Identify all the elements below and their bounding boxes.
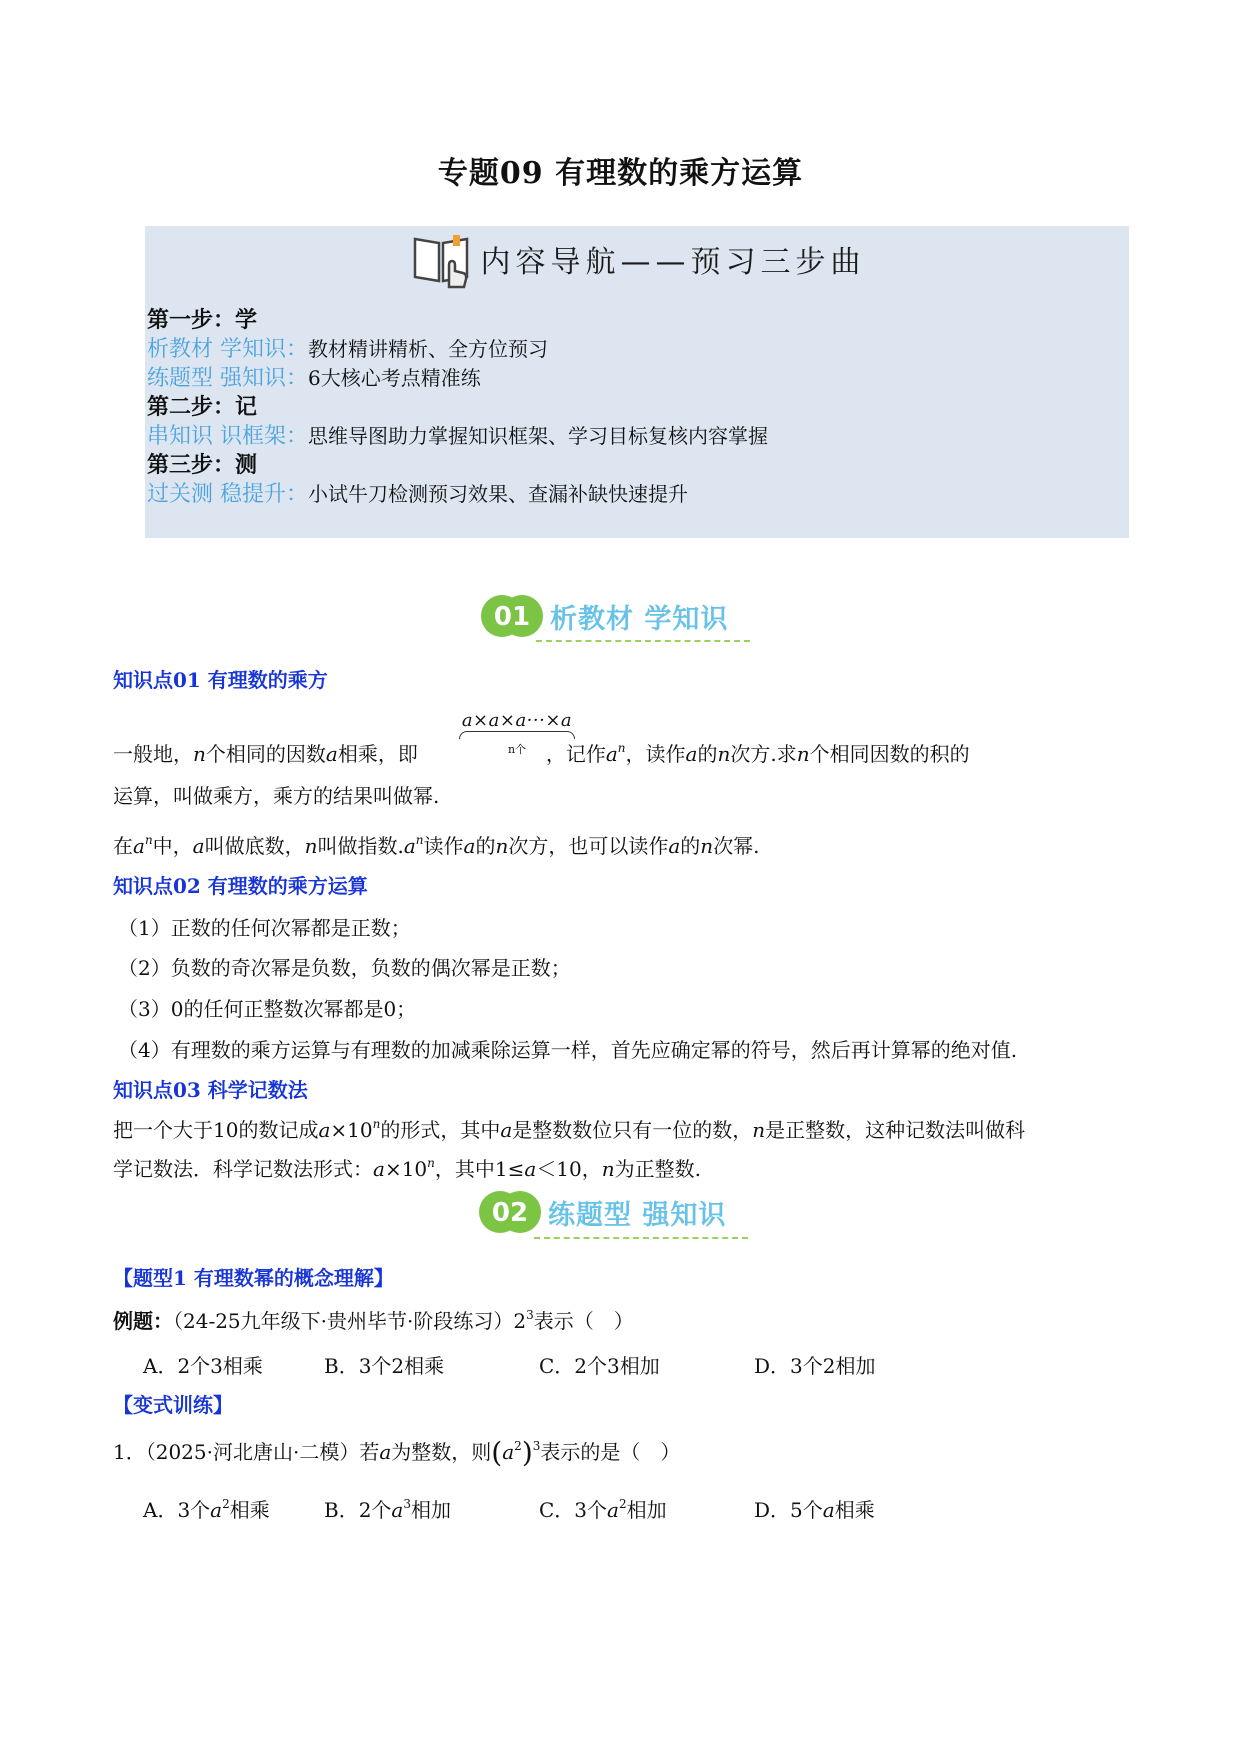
text: 的 bbox=[680, 834, 701, 858]
section-number: 01 bbox=[493, 602, 531, 632]
question-source: （24-25九年级下·贵州毕节·阶段练习） bbox=[173, 1309, 514, 1333]
text: ，其中1≤ bbox=[434, 1157, 525, 1181]
rule-item: （2）负数的奇次幂是负数，负数的偶次幂是正数； bbox=[118, 956, 571, 980]
question-number: 1． bbox=[113, 1440, 146, 1464]
rule-item: （4）有理数的乘方运算与有理数的加减乘除运算一样，首先应确定幂的符号，然后再计算幂的绝对值. bbox=[118, 1038, 1018, 1062]
nav-item bbox=[147, 335, 768, 364]
paragraph bbox=[113, 1153, 701, 1182]
nav-heading-text: 内容导航——预习三步曲 bbox=[480, 245, 866, 280]
text: 次方，也可以读作 bbox=[508, 834, 669, 858]
text: ＜10， bbox=[536, 1157, 602, 1181]
knowledge-point-heading: 知识点02 有理数的乘方运算 bbox=[113, 874, 368, 898]
nav-item bbox=[147, 364, 768, 393]
text: 中， bbox=[152, 834, 193, 858]
text: ，读作 bbox=[625, 742, 686, 766]
nav-item-label: 析教材 学知识： bbox=[147, 337, 308, 362]
text: 叫做底数， bbox=[204, 834, 305, 858]
section-number-badge bbox=[478, 1190, 542, 1234]
paragraph: 运算，叫做乘方，乘方的结果叫做幂. bbox=[113, 784, 440, 808]
sci-notation: a bbox=[373, 1157, 385, 1181]
nav-item-desc: 教材精讲精析、全方位预习 bbox=[308, 337, 548, 361]
option-b: B．3个2相乘 bbox=[324, 1354, 445, 1378]
text: 表示（ ） bbox=[533, 1309, 634, 1333]
nav-item-desc: 小试牛刀检测预习效果、查漏补缺快速提升 bbox=[308, 482, 688, 506]
var-n: n bbox=[717, 742, 731, 766]
power-a-n: $a^n$ bbox=[403, 833, 424, 858]
question-source: （2025·河北唐山·二模）若 bbox=[145, 1440, 380, 1464]
brace-label: n个 bbox=[507, 743, 527, 756]
section-banner-02 bbox=[478, 1190, 726, 1234]
nav-item-label: 过关测 稳提升： bbox=[147, 482, 308, 507]
text: 是整数数位只有一位的数， bbox=[512, 1118, 753, 1142]
text: 的 bbox=[697, 742, 718, 766]
paragraph bbox=[113, 830, 760, 859]
variant-training-heading: 【变式训练】 bbox=[113, 1393, 233, 1417]
text: 把一个大于10的数记成 bbox=[113, 1118, 319, 1142]
var-n: n bbox=[193, 742, 206, 766]
text: 的 bbox=[475, 834, 496, 858]
knowledge-point-heading: 知识点03 科学记数法 bbox=[113, 1078, 308, 1102]
text: 在 bbox=[113, 834, 133, 858]
example-options bbox=[143, 1350, 875, 1379]
text: 读作 bbox=[423, 834, 464, 858]
option-c: C．3个$a^2$相加 bbox=[539, 1497, 667, 1522]
text: 表示的是（ ） bbox=[540, 1440, 681, 1464]
var-a: a bbox=[500, 1118, 513, 1142]
var-a: a bbox=[685, 742, 698, 766]
paragraph bbox=[113, 1114, 1025, 1143]
section-number-badge bbox=[480, 594, 544, 638]
question-type-heading: 【题型1 有理数幂的概念理解】 bbox=[113, 1266, 394, 1290]
nav-item-label: 练题型 强知识： bbox=[147, 366, 308, 391]
knowledge-point-heading: 知识点01 有理数的乘方 bbox=[113, 668, 328, 692]
text: 个相同因数的积的 bbox=[809, 742, 970, 766]
text: 次方.求 bbox=[730, 742, 797, 766]
page-title: 专题09 有理数的乘方运算 bbox=[437, 156, 804, 191]
book-pointer-icon bbox=[409, 229, 475, 289]
text: 叫做指数. bbox=[317, 834, 404, 858]
paragraph bbox=[113, 738, 970, 767]
var-n: n bbox=[796, 742, 810, 766]
option-d: D．3个2相加 bbox=[754, 1354, 876, 1378]
power-a-n: $a^n$ bbox=[133, 833, 153, 858]
nav-item-desc: 6大核心考点精准练 bbox=[308, 366, 481, 390]
text: ，记作 bbox=[545, 742, 606, 766]
option-b: B．2个$a^3$相加 bbox=[324, 1497, 451, 1522]
section-number: 02 bbox=[491, 1198, 529, 1228]
times-ten: $\times 10^n$ bbox=[384, 1156, 435, 1181]
text: 是正整数，这种记数法叫做科 bbox=[765, 1118, 1026, 1142]
section-label: 析教材 学知识 bbox=[550, 603, 729, 635]
text: 相乘，即 bbox=[337, 742, 418, 766]
sci-notation: a bbox=[318, 1118, 331, 1142]
section-divider bbox=[536, 640, 750, 642]
var-n: n bbox=[601, 1157, 615, 1181]
var-a: a bbox=[463, 834, 476, 858]
rule-item: （3）0的任何正整数次幂都是0； bbox=[118, 997, 417, 1021]
nav-step-3: 第三步：测 bbox=[147, 453, 258, 478]
text: 学记数法．科学记数法形式： bbox=[113, 1157, 373, 1181]
section-banner-01 bbox=[480, 594, 728, 638]
example-question bbox=[113, 1305, 634, 1334]
text: 的形式，其中 bbox=[380, 1118, 501, 1142]
nav-heading-row bbox=[145, 226, 1129, 292]
option-a: A．3个$a^2$相乘 bbox=[143, 1497, 270, 1522]
var-n: n bbox=[752, 1118, 766, 1142]
var-a: a bbox=[524, 1157, 537, 1181]
nav-item bbox=[147, 480, 768, 509]
nav-item-desc: 思维导图助力掌握知识框架、学习目标复核内容掌握 bbox=[308, 424, 768, 448]
nav-step-2: 第二步：记 bbox=[147, 395, 258, 420]
text: 一般地， bbox=[113, 742, 193, 766]
section-divider bbox=[534, 1237, 748, 1239]
var-a: a bbox=[379, 1440, 392, 1464]
content-navigation-box bbox=[145, 226, 1129, 538]
var-n: n bbox=[495, 834, 509, 858]
variant-options bbox=[143, 1494, 875, 1523]
text: 个相同的因数 bbox=[205, 742, 326, 766]
var-n: n bbox=[700, 834, 714, 858]
option-c: C．2个3相加 bbox=[539, 1354, 660, 1378]
nav-item bbox=[147, 422, 768, 451]
option-a: A．2个3相乘 bbox=[143, 1354, 263, 1378]
nav-item-label: 串知识 识框架： bbox=[147, 424, 308, 449]
var-n: n bbox=[304, 834, 318, 858]
option-d: D．5个a相乘 bbox=[754, 1498, 875, 1522]
var-a: a bbox=[668, 834, 681, 858]
var-a: a bbox=[325, 742, 338, 766]
example-label: 例题： bbox=[113, 1309, 173, 1333]
nav-lines bbox=[147, 306, 768, 509]
power-expression: $(a^2)^3$ bbox=[491, 1436, 541, 1469]
power-a-n: $a^n$ bbox=[605, 741, 626, 766]
nav-step-1: 第一步：学 bbox=[147, 308, 258, 333]
text: 为正整数. bbox=[614, 1157, 702, 1181]
brace-expression: a×a×a···×a bbox=[461, 710, 573, 731]
power-2-3: $2^3$ bbox=[513, 1308, 534, 1333]
rule-item: （1）正数的任何次幂都是正数； bbox=[118, 916, 411, 940]
variant-question-1 bbox=[113, 1436, 680, 1469]
var-a: a bbox=[192, 834, 205, 858]
times-ten: $\times 10^n$ bbox=[330, 1117, 381, 1142]
text: 次幂. bbox=[713, 834, 760, 858]
text: 为整数，则 bbox=[391, 1440, 492, 1464]
section-label: 练题型 强知识 bbox=[548, 1199, 727, 1231]
